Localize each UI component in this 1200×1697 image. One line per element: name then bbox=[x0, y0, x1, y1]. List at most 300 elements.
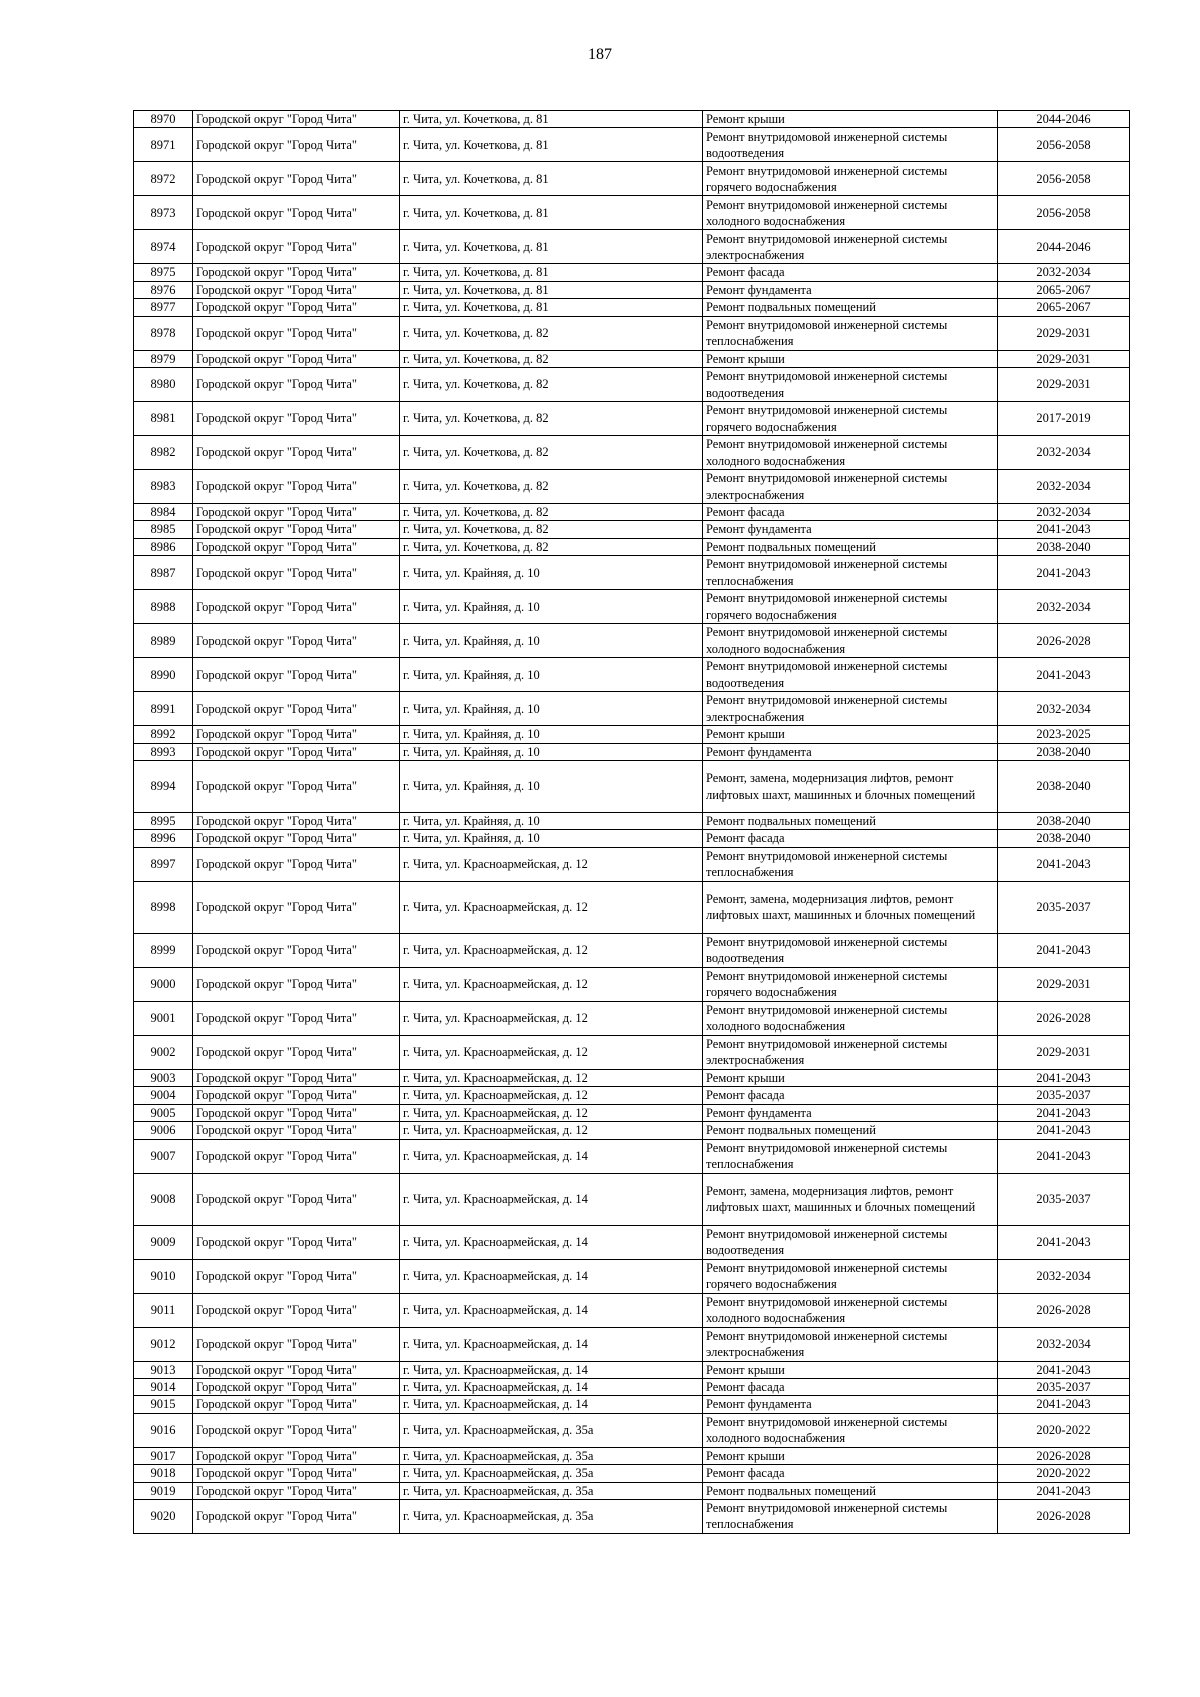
period-cell: 2044-2046 bbox=[998, 230, 1130, 264]
table-row bbox=[134, 1035, 1130, 1069]
row-number: 9013 bbox=[134, 1361, 193, 1378]
row-number: 9008 bbox=[134, 1173, 193, 1225]
period-cell: 2020-2022 bbox=[998, 1413, 1130, 1447]
address-cell: г. Чита, ул. Красноармейская, д. 35а bbox=[400, 1482, 703, 1499]
table-row bbox=[134, 590, 1130, 624]
row-number: 8982 bbox=[134, 436, 193, 470]
work-type-cell: Ремонт фасада bbox=[703, 504, 998, 521]
work-type-cell: Ремонт внутридомовой инженерной системы теплоснабжения bbox=[703, 316, 998, 350]
row-number: 8974 bbox=[134, 230, 193, 264]
municipality-cell: Городской округ "Город Чита" bbox=[193, 128, 400, 162]
address-cell: г. Чита, ул. Кочеткова, д. 81 bbox=[400, 162, 703, 196]
work-type-cell: Ремонт внутридомовой инженерной системы электроснабжения bbox=[703, 1327, 998, 1361]
period-cell: 2032-2034 bbox=[998, 436, 1130, 470]
municipality-cell: Городской округ "Город Чита" bbox=[193, 1361, 400, 1378]
row-number: 8972 bbox=[134, 162, 193, 196]
row-number: 8988 bbox=[134, 590, 193, 624]
municipality-cell: Городской округ "Город Чита" bbox=[193, 658, 400, 692]
period-cell: 2065-2067 bbox=[998, 299, 1130, 316]
address-cell: г. Чита, ул. Красноармейская, д. 12 bbox=[400, 1104, 703, 1121]
table-row bbox=[134, 538, 1130, 555]
period-cell: 2035-2037 bbox=[998, 1087, 1130, 1104]
work-type-cell: Ремонт подвальных помещений bbox=[703, 1482, 998, 1499]
address-cell: г. Чита, ул. Кочеткова, д. 81 bbox=[400, 128, 703, 162]
period-cell: 2065-2067 bbox=[998, 281, 1130, 298]
work-type-cell: Ремонт фасада bbox=[703, 1465, 998, 1482]
row-number: 8975 bbox=[134, 264, 193, 281]
table-row bbox=[134, 1122, 1130, 1139]
period-cell: 2041-2043 bbox=[998, 933, 1130, 967]
period-cell: 2029-2031 bbox=[998, 316, 1130, 350]
table-body bbox=[134, 111, 1130, 1534]
table-row bbox=[134, 196, 1130, 230]
period-cell: 2035-2037 bbox=[998, 881, 1130, 933]
table-row bbox=[134, 1482, 1130, 1499]
municipality-cell: Городской округ "Город Чита" bbox=[193, 470, 400, 504]
address-cell: г. Чита, ул. Крайняя, д. 10 bbox=[400, 590, 703, 624]
row-number: 9017 bbox=[134, 1447, 193, 1464]
row-number: 8992 bbox=[134, 726, 193, 743]
municipality-cell: Городской округ "Город Чита" bbox=[193, 1465, 400, 1482]
table-row bbox=[134, 316, 1130, 350]
address-cell: г. Чита, ул. Красноармейская, д. 14 bbox=[400, 1225, 703, 1259]
work-type-cell: Ремонт внутридомовой инженерной системы теплоснабжения bbox=[703, 1139, 998, 1173]
work-type-cell: Ремонт, замена, модернизация лифтов, ремонт лифтовых шахт, машинных и блочных помещений bbox=[703, 1173, 998, 1225]
row-number: 8985 bbox=[134, 521, 193, 538]
municipality-cell: Городской округ "Город Чита" bbox=[193, 1001, 400, 1035]
period-cell: 2032-2034 bbox=[998, 470, 1130, 504]
period-cell: 2029-2031 bbox=[998, 967, 1130, 1001]
table-row bbox=[134, 1378, 1130, 1395]
table-row bbox=[134, 1413, 1130, 1447]
work-type-cell: Ремонт внутридомовой инженерной системы водоотведения bbox=[703, 1225, 998, 1259]
table-row bbox=[134, 556, 1130, 590]
municipality-cell: Городской округ "Город Чита" bbox=[193, 1259, 400, 1293]
municipality-cell: Городской округ "Город Чита" bbox=[193, 967, 400, 1001]
work-type-cell: Ремонт крыши bbox=[703, 726, 998, 743]
row-number: 9010 bbox=[134, 1259, 193, 1293]
address-cell: г. Чита, ул. Кочеткова, д. 82 bbox=[400, 316, 703, 350]
address-cell: г. Чита, ул. Красноармейская, д. 35а bbox=[400, 1447, 703, 1464]
work-type-cell: Ремонт, замена, модернизация лифтов, ремонт лифтовых шахт, машинных и блочных помещений bbox=[703, 881, 998, 933]
municipality-cell: Городской округ "Город Чита" bbox=[193, 1087, 400, 1104]
municipality-cell: Городской округ "Город Чита" bbox=[193, 368, 400, 402]
period-cell: 2032-2034 bbox=[998, 590, 1130, 624]
table-row bbox=[134, 1087, 1130, 1104]
period-cell: 2026-2028 bbox=[998, 1293, 1130, 1327]
table-row bbox=[134, 658, 1130, 692]
period-cell: 2035-2037 bbox=[998, 1173, 1130, 1225]
municipality-cell: Городской округ "Город Чита" bbox=[193, 436, 400, 470]
municipality-cell: Городской округ "Город Чита" bbox=[193, 402, 400, 436]
address-cell: г. Чита, ул. Красноармейская, д. 35а bbox=[400, 1465, 703, 1482]
municipality-cell: Городской округ "Город Чита" bbox=[193, 590, 400, 624]
address-cell: г. Чита, ул. Крайняя, д. 10 bbox=[400, 556, 703, 590]
period-cell: 2032-2034 bbox=[998, 264, 1130, 281]
address-cell: г. Чита, ул. Крайняя, д. 10 bbox=[400, 830, 703, 847]
municipality-cell: Городской округ "Город Чита" bbox=[193, 1499, 400, 1533]
address-cell: г. Чита, ул. Крайняя, д. 10 bbox=[400, 761, 703, 813]
row-number: 9004 bbox=[134, 1087, 193, 1104]
address-cell: г. Чита, ул. Крайняя, д. 10 bbox=[400, 743, 703, 760]
address-cell: г. Чита, ул. Красноармейская, д. 12 bbox=[400, 847, 703, 881]
municipality-cell: Городской округ "Город Чита" bbox=[193, 1396, 400, 1413]
period-cell: 2032-2034 bbox=[998, 1327, 1130, 1361]
table-row bbox=[134, 264, 1130, 281]
table-row bbox=[134, 1104, 1130, 1121]
table-row bbox=[134, 1327, 1130, 1361]
work-type-cell: Ремонт внутридомовой инженерной системы водоотведения bbox=[703, 368, 998, 402]
municipality-cell: Городской округ "Город Чита" bbox=[193, 350, 400, 367]
address-cell: г. Чита, ул. Кочеткова, д. 82 bbox=[400, 470, 703, 504]
municipality-cell: Городской округ "Город Чита" bbox=[193, 692, 400, 726]
work-type-cell: Ремонт внутридомовой инженерной системы теплоснабжения bbox=[703, 556, 998, 590]
work-type-cell: Ремонт подвальных помещений bbox=[703, 813, 998, 830]
table-row bbox=[134, 1499, 1130, 1533]
work-type-cell: Ремонт внутридомовой инженерной системы горячего водоснабжения bbox=[703, 590, 998, 624]
address-cell: г. Чита, ул. Красноармейская, д. 14 bbox=[400, 1396, 703, 1413]
work-type-cell: Ремонт внутридомовой инженерной системы холодного водоснабжения bbox=[703, 1001, 998, 1035]
period-cell: 2041-2043 bbox=[998, 1122, 1130, 1139]
row-number: 8984 bbox=[134, 504, 193, 521]
row-number: 8998 bbox=[134, 881, 193, 933]
table-row bbox=[134, 726, 1130, 743]
table-row bbox=[134, 281, 1130, 298]
address-cell: г. Чита, ул. Кочеткова, д. 82 bbox=[400, 368, 703, 402]
table-row bbox=[134, 1361, 1130, 1378]
municipality-cell: Городской округ "Город Чита" bbox=[193, 196, 400, 230]
municipality-cell: Городской округ "Город Чита" bbox=[193, 1293, 400, 1327]
table-row bbox=[134, 436, 1130, 470]
table-row bbox=[134, 128, 1130, 162]
table-row bbox=[134, 1001, 1130, 1035]
row-number: 8986 bbox=[134, 538, 193, 555]
row-number: 8987 bbox=[134, 556, 193, 590]
address-cell: г. Чита, ул. Крайняя, д. 10 bbox=[400, 692, 703, 726]
row-number: 8978 bbox=[134, 316, 193, 350]
work-type-cell: Ремонт внутридомовой инженерной системы электроснабжения bbox=[703, 470, 998, 504]
municipality-cell: Городской округ "Город Чита" bbox=[193, 1225, 400, 1259]
period-cell: 2023-2025 bbox=[998, 726, 1130, 743]
table-row bbox=[134, 1447, 1130, 1464]
municipality-cell: Городской округ "Город Чита" bbox=[193, 162, 400, 196]
table-row bbox=[134, 967, 1130, 1001]
municipality-cell: Городской округ "Город Чита" bbox=[193, 1035, 400, 1069]
period-cell: 2029-2031 bbox=[998, 350, 1130, 367]
municipality-cell: Городской округ "Город Чита" bbox=[193, 1069, 400, 1086]
period-cell: 2044-2046 bbox=[998, 111, 1130, 128]
work-type-cell: Ремонт внутридомовой инженерной системы горячего водоснабжения bbox=[703, 967, 998, 1001]
period-cell: 2035-2037 bbox=[998, 1378, 1130, 1395]
row-number: 9003 bbox=[134, 1069, 193, 1086]
work-type-cell: Ремонт фундамента bbox=[703, 521, 998, 538]
address-cell: г. Чита, ул. Красноармейская, д. 14 bbox=[400, 1139, 703, 1173]
row-number: 9002 bbox=[134, 1035, 193, 1069]
work-type-cell: Ремонт внутридомовой инженерной системы теплоснабжения bbox=[703, 1499, 998, 1533]
municipality-cell: Городской округ "Город Чита" bbox=[193, 761, 400, 813]
work-type-cell: Ремонт внутридомовой инженерной системы горячего водоснабжения bbox=[703, 162, 998, 196]
address-cell: г. Чита, ул. Кочеткова, д. 81 bbox=[400, 281, 703, 298]
address-cell: г. Чита, ул. Кочеткова, д. 81 bbox=[400, 196, 703, 230]
table-row bbox=[134, 1069, 1130, 1086]
municipality-cell: Городской округ "Город Чита" bbox=[193, 624, 400, 658]
row-number: 8979 bbox=[134, 350, 193, 367]
work-type-cell: Ремонт фасада bbox=[703, 830, 998, 847]
table-row bbox=[134, 813, 1130, 830]
address-cell: г. Чита, ул. Крайняя, д. 10 bbox=[400, 813, 703, 830]
row-number: 8996 bbox=[134, 830, 193, 847]
row-number: 8980 bbox=[134, 368, 193, 402]
address-cell: г. Чита, ул. Кочеткова, д. 82 bbox=[400, 350, 703, 367]
address-cell: г. Чита, ул. Красноармейская, д. 14 bbox=[400, 1327, 703, 1361]
period-cell: 2026-2028 bbox=[998, 624, 1130, 658]
work-type-cell: Ремонт, замена, модернизация лифтов, ремонт лифтовых шахт, машинных и блочных помещений bbox=[703, 761, 998, 813]
table-row bbox=[134, 230, 1130, 264]
address-cell: г. Чита, ул. Кочеткова, д. 81 bbox=[400, 111, 703, 128]
period-cell: 2041-2043 bbox=[998, 521, 1130, 538]
municipality-cell: Городской округ "Город Чита" bbox=[193, 933, 400, 967]
row-number: 8981 bbox=[134, 402, 193, 436]
period-cell: 2029-2031 bbox=[998, 1035, 1130, 1069]
municipality-cell: Городской округ "Город Чита" bbox=[193, 111, 400, 128]
municipality-cell: Городской округ "Город Чита" bbox=[193, 230, 400, 264]
period-cell: 2041-2043 bbox=[998, 1139, 1130, 1173]
municipality-cell: Городской округ "Город Чита" bbox=[193, 521, 400, 538]
address-cell: г. Чита, ул. Красноармейская, д. 12 bbox=[400, 1087, 703, 1104]
row-number: 9012 bbox=[134, 1327, 193, 1361]
row-number: 9006 bbox=[134, 1122, 193, 1139]
work-type-cell: Ремонт внутридомовой инженерной системы водоотведения bbox=[703, 933, 998, 967]
row-number: 9005 bbox=[134, 1104, 193, 1121]
address-cell: г. Чита, ул. Красноармейская, д. 12 bbox=[400, 1035, 703, 1069]
period-cell: 2029-2031 bbox=[998, 368, 1130, 402]
municipality-cell: Городской округ "Город Чита" bbox=[193, 1122, 400, 1139]
table-row bbox=[134, 830, 1130, 847]
row-number: 8994 bbox=[134, 761, 193, 813]
period-cell: 2038-2040 bbox=[998, 538, 1130, 555]
period-cell: 2041-2043 bbox=[998, 1361, 1130, 1378]
municipality-cell: Городской округ "Город Чита" bbox=[193, 813, 400, 830]
table-row bbox=[134, 1139, 1130, 1173]
period-cell: 2038-2040 bbox=[998, 830, 1130, 847]
period-cell: 2041-2043 bbox=[998, 658, 1130, 692]
row-number: 8999 bbox=[134, 933, 193, 967]
municipality-cell: Городской округ "Город Чита" bbox=[193, 1378, 400, 1395]
period-cell: 2017-2019 bbox=[998, 402, 1130, 436]
work-type-cell: Ремонт внутридомовой инженерной системы холодного водоснабжения bbox=[703, 436, 998, 470]
work-type-cell: Ремонт внутридомовой инженерной системы холодного водоснабжения bbox=[703, 1293, 998, 1327]
period-cell: 2020-2022 bbox=[998, 1465, 1130, 1482]
table-row bbox=[134, 1396, 1130, 1413]
table-row bbox=[134, 162, 1130, 196]
row-number: 8971 bbox=[134, 128, 193, 162]
work-type-cell: Ремонт фундамента bbox=[703, 1396, 998, 1413]
work-type-cell: Ремонт внутридомовой инженерной системы горячего водоснабжения bbox=[703, 1259, 998, 1293]
table-row bbox=[134, 761, 1130, 813]
municipality-cell: Городской округ "Город Чита" bbox=[193, 504, 400, 521]
work-type-cell: Ремонт фасада bbox=[703, 264, 998, 281]
municipality-cell: Городской округ "Город Чита" bbox=[193, 316, 400, 350]
period-cell: 2041-2043 bbox=[998, 847, 1130, 881]
period-cell: 2032-2034 bbox=[998, 692, 1130, 726]
period-cell: 2041-2043 bbox=[998, 1482, 1130, 1499]
address-cell: г. Чита, ул. Крайняя, д. 10 bbox=[400, 624, 703, 658]
period-cell: 2038-2040 bbox=[998, 813, 1130, 830]
municipality-cell: Городской округ "Город Чита" bbox=[193, 281, 400, 298]
period-cell: 2041-2043 bbox=[998, 1104, 1130, 1121]
address-cell: г. Чита, ул. Красноармейская, д. 12 bbox=[400, 881, 703, 933]
row-number: 9018 bbox=[134, 1465, 193, 1482]
work-type-cell: Ремонт крыши bbox=[703, 1069, 998, 1086]
work-type-cell: Ремонт подвальных помещений bbox=[703, 538, 998, 555]
address-cell: г. Чита, ул. Кочеткова, д. 82 bbox=[400, 538, 703, 555]
work-type-cell: Ремонт внутридомовой инженерной системы электроснабжения bbox=[703, 1035, 998, 1069]
period-cell: 2056-2058 bbox=[998, 196, 1130, 230]
table-row bbox=[134, 1259, 1130, 1293]
table-row bbox=[134, 402, 1130, 436]
period-cell: 2041-2043 bbox=[998, 1396, 1130, 1413]
municipality-cell: Городской округ "Город Чита" bbox=[193, 1104, 400, 1121]
municipality-cell: Городской округ "Город Чита" bbox=[193, 1327, 400, 1361]
municipality-cell: Городской округ "Город Чита" bbox=[193, 726, 400, 743]
row-number: 9015 bbox=[134, 1396, 193, 1413]
municipality-cell: Городской округ "Город Чита" bbox=[193, 1413, 400, 1447]
work-type-cell: Ремонт подвальных помещений bbox=[703, 299, 998, 316]
row-number: 8976 bbox=[134, 281, 193, 298]
work-type-cell: Ремонт внутридомовой инженерной системы холодного водоснабжения bbox=[703, 1413, 998, 1447]
work-type-cell: Ремонт внутридомовой инженерной системы водоотведения bbox=[703, 658, 998, 692]
table-row bbox=[134, 504, 1130, 521]
work-type-cell: Ремонт внутридомовой инженерной системы холодного водоснабжения bbox=[703, 624, 998, 658]
municipality-cell: Городской округ "Город Чита" bbox=[193, 1173, 400, 1225]
work-type-cell: Ремонт крыши bbox=[703, 1447, 998, 1464]
row-number: 9019 bbox=[134, 1482, 193, 1499]
table-row bbox=[134, 350, 1130, 367]
table-row bbox=[134, 624, 1130, 658]
work-type-cell: Ремонт фундамента bbox=[703, 281, 998, 298]
table-row bbox=[134, 847, 1130, 881]
period-cell: 2032-2034 bbox=[998, 1259, 1130, 1293]
address-cell: г. Чита, ул. Красноармейская, д. 35а bbox=[400, 1413, 703, 1447]
work-type-cell: Ремонт фундамента bbox=[703, 743, 998, 760]
table-row bbox=[134, 881, 1130, 933]
period-cell: 2041-2043 bbox=[998, 556, 1130, 590]
municipality-cell: Городской округ "Город Чита" bbox=[193, 538, 400, 555]
table-row bbox=[134, 470, 1130, 504]
work-type-cell: Ремонт внутридомовой инженерной системы теплоснабжения bbox=[703, 847, 998, 881]
period-cell: 2056-2058 bbox=[998, 128, 1130, 162]
table-row bbox=[134, 521, 1130, 538]
address-cell: г. Чита, ул. Кочеткова, д. 81 bbox=[400, 230, 703, 264]
municipality-cell: Городской округ "Город Чита" bbox=[193, 556, 400, 590]
row-number: 8990 bbox=[134, 658, 193, 692]
period-cell: 2026-2028 bbox=[998, 1447, 1130, 1464]
work-type-cell: Ремонт внутридомовой инженерной системы электроснабжения bbox=[703, 692, 998, 726]
row-number: 8977 bbox=[134, 299, 193, 316]
work-type-cell: Ремонт внутридомовой инженерной системы электроснабжения bbox=[703, 230, 998, 264]
period-cell: 2038-2040 bbox=[998, 761, 1130, 813]
work-type-cell: Ремонт крыши bbox=[703, 111, 998, 128]
work-type-cell: Ремонт фасада bbox=[703, 1087, 998, 1104]
work-type-cell: Ремонт крыши bbox=[703, 1361, 998, 1378]
table-row bbox=[134, 368, 1130, 402]
period-cell: 2032-2034 bbox=[998, 504, 1130, 521]
address-cell: г. Чита, ул. Красноармейская, д. 12 bbox=[400, 1122, 703, 1139]
row-number: 8970 bbox=[134, 111, 193, 128]
row-number: 9007 bbox=[134, 1139, 193, 1173]
address-cell: г. Чита, ул. Кочеткова, д. 82 bbox=[400, 402, 703, 436]
row-number: 9020 bbox=[134, 1499, 193, 1533]
municipality-cell: Городской округ "Город Чита" bbox=[193, 264, 400, 281]
address-cell: г. Чита, ул. Красноармейская, д. 35а bbox=[400, 1499, 703, 1533]
row-number: 8973 bbox=[134, 196, 193, 230]
row-number: 9001 bbox=[134, 1001, 193, 1035]
municipality-cell: Городской округ "Город Чита" bbox=[193, 1139, 400, 1173]
row-number: 8993 bbox=[134, 743, 193, 760]
table-row bbox=[134, 743, 1130, 760]
address-cell: г. Чита, ул. Красноармейская, д. 12 bbox=[400, 1001, 703, 1035]
municipality-cell: Городской округ "Город Чита" bbox=[193, 1447, 400, 1464]
row-number: 9016 bbox=[134, 1413, 193, 1447]
page-number: 187 bbox=[588, 46, 612, 63]
address-cell: г. Чита, ул. Красноармейская, д. 14 bbox=[400, 1378, 703, 1395]
table-row bbox=[134, 1225, 1130, 1259]
row-number: 9011 bbox=[134, 1293, 193, 1327]
period-cell: 2026-2028 bbox=[998, 1499, 1130, 1533]
work-type-cell: Ремонт внутридомовой инженерной системы водоотведения bbox=[703, 128, 998, 162]
municipality-cell: Городской округ "Город Чита" bbox=[193, 299, 400, 316]
municipality-cell: Городской округ "Город Чита" bbox=[193, 847, 400, 881]
address-cell: г. Чита, ул. Красноармейская, д. 12 bbox=[400, 1069, 703, 1086]
row-number: 8995 bbox=[134, 813, 193, 830]
period-cell: 2056-2058 bbox=[998, 162, 1130, 196]
table-row bbox=[134, 111, 1130, 128]
address-cell: г. Чита, ул. Кочеткова, д. 82 bbox=[400, 436, 703, 470]
municipality-cell: Городской округ "Город Чита" bbox=[193, 743, 400, 760]
work-type-cell: Ремонт фундамента bbox=[703, 1104, 998, 1121]
row-number: 9014 bbox=[134, 1378, 193, 1395]
row-number: 8989 bbox=[134, 624, 193, 658]
address-cell: г. Чита, ул. Красноармейская, д. 14 bbox=[400, 1293, 703, 1327]
address-cell: г. Чита, ул. Кочеткова, д. 82 bbox=[400, 521, 703, 538]
work-type-cell: Ремонт внутридомовой инженерной системы холодного водоснабжения bbox=[703, 196, 998, 230]
row-number: 8997 bbox=[134, 847, 193, 881]
address-cell: г. Чита, ул. Красноармейская, д. 14 bbox=[400, 1173, 703, 1225]
address-cell: г. Чита, ул. Кочеткова, д. 81 bbox=[400, 264, 703, 281]
address-cell: г. Чита, ул. Красноармейская, д. 12 bbox=[400, 967, 703, 1001]
address-cell: г. Чита, ул. Красноармейская, д. 14 bbox=[400, 1259, 703, 1293]
row-number: 9000 bbox=[134, 967, 193, 1001]
work-type-cell: Ремонт фасада bbox=[703, 1378, 998, 1395]
period-cell: 2026-2028 bbox=[998, 1001, 1130, 1035]
municipality-cell: Городской округ "Город Чита" bbox=[193, 830, 400, 847]
row-number: 8983 bbox=[134, 470, 193, 504]
table-row bbox=[134, 1173, 1130, 1225]
table-row bbox=[134, 933, 1130, 967]
work-type-cell: Ремонт внутридомовой инженерной системы горячего водоснабжения bbox=[703, 402, 998, 436]
address-cell: г. Чита, ул. Красноармейская, д. 14 bbox=[400, 1361, 703, 1378]
municipality-cell: Городской округ "Город Чита" bbox=[193, 881, 400, 933]
address-cell: г. Чита, ул. Крайняя, д. 10 bbox=[400, 658, 703, 692]
address-cell: г. Чита, ул. Крайняя, д. 10 bbox=[400, 726, 703, 743]
table-row bbox=[134, 1293, 1130, 1327]
municipality-cell: Городской округ "Город Чита" bbox=[193, 1482, 400, 1499]
row-number: 8991 bbox=[134, 692, 193, 726]
address-cell: г. Чита, ул. Красноармейская, д. 12 bbox=[400, 933, 703, 967]
table-row bbox=[134, 1465, 1130, 1482]
table-row bbox=[134, 299, 1130, 316]
period-cell: 2038-2040 bbox=[998, 743, 1130, 760]
